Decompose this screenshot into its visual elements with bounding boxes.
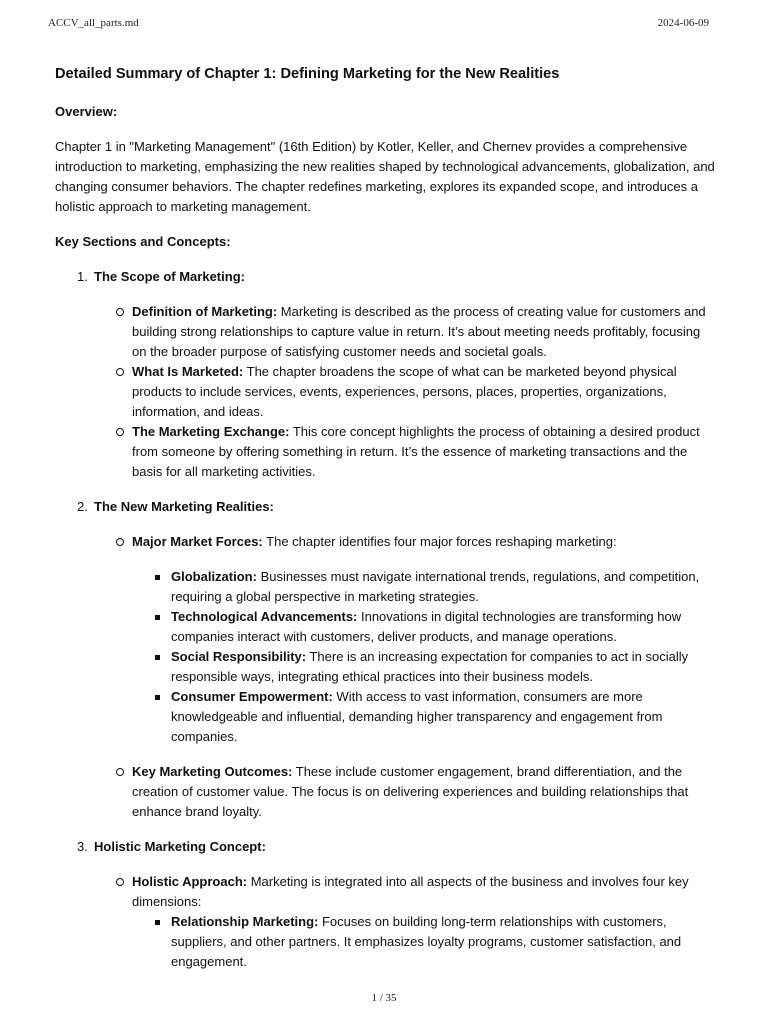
header-filename: ACCV_all_parts.md [48,17,139,29]
document-title: Detailed Summary of Chapter 1: Defining Marketing for the New Realities [55,66,560,82]
sub-bullet-item [132,567,717,607]
sub-bullet-item [132,912,717,972]
bullet-text: The chapter identifies four major forces reshaping marketing: [262,534,617,549]
section-item [55,267,717,482]
sub-bullet-item [132,687,717,747]
circle-bullet-icon [116,368,124,376]
bullet-term: Major Market Forces: [132,534,263,549]
bullet-term: Key Marketing Outcomes: [132,764,293,779]
sub-bullet-list [132,567,717,747]
document-body [55,63,717,987]
sub-bullet-text: With access to vast information, consumers are more knowledgeable and influential, demanding higher transparency and engagement from companies. [171,689,663,744]
bullet-text: The chapter broadens the scope of what can be marketed beyond physical products to include services, events, experiences, persons, places, properties, organizations, information, and ideas. [132,364,677,419]
bullet-item [94,532,717,747]
sub-bullet-term: Consumer Empowerment: [171,689,333,704]
circle-bullet-icon [116,428,124,436]
sub-bullet-term: Globalization: [171,569,257,584]
bullet-text: Marketing is described as the process of creating value for customers and building strong relationships to capture value in return. It’s about meeting needs profitably, focusing on the broader purpose of satisfying customer needs and societal goals. [132,304,706,359]
section-item [55,497,717,822]
sub-bullet-term: Relationship Marketing: [171,914,319,929]
overview-label: Overview: [55,104,118,119]
page-number: 1 / 35 [371,992,397,1004]
section-number: 1. [77,269,88,284]
header-date: 2024-06-09 [657,17,709,29]
section-item [55,837,717,972]
sub-bullet-term: Social Responsibility: [171,649,307,664]
sections-list [55,267,717,972]
bullet-text: Marketing is integrated into all aspects of the business and involves four key dimensions: [132,874,689,909]
circle-bullet-icon [116,768,124,776]
bullet-text: These include customer engagement, brand differentiation, and the creation of customer value. The focus is on delivering experiences and building relationships that enhance brand loyalty. [132,764,689,819]
sub-bullet-item [132,607,717,647]
section-number: 3. [77,839,88,854]
bullet-item [94,762,717,822]
bullet-list [94,532,717,822]
circle-bullet-icon [116,878,124,886]
sub-bullet-term: Technological Advancements: [171,609,358,624]
section-title: The New Marketing Realities: [94,499,274,514]
bullet-list [94,872,717,972]
square-bullet-icon [155,695,160,700]
bullet-item [94,302,717,362]
sub-bullet-list [132,912,717,972]
sub-bullet-item [132,647,717,687]
sub-bullet-text: Businesses must navigate international trends, regulations, and competition, requiring a global perspective in marketing strategies. [171,569,700,604]
bullet-term: Holistic Approach: [132,874,248,889]
section-number: 2. [77,499,88,514]
bullet-item [94,872,717,972]
section-title: Holistic Marketing Concept: [94,839,266,854]
bullet-item [94,362,717,422]
sub-bullet-text: Innovations in digital technologies are transforming how companies interact with customers, deliver products, and manage operations. [171,609,682,644]
sub-bullet-text: Focuses on building long-term relationships with customers, suppliers, and other partners. It emphasizes loyalty programs, customer satisfaction, and engagement. [171,914,682,969]
square-bullet-icon [155,575,160,580]
bullet-term: Definition of Marketing: [132,304,278,319]
bullet-term: The Marketing Exchange: [132,424,290,439]
circle-bullet-icon [116,538,124,546]
sub-bullet-text: There is an increasing expectation for companies to act in socially responsible ways, integrating ethical practices into their business models. [171,649,689,684]
square-bullet-icon [155,920,160,925]
square-bullet-icon [155,655,160,660]
bullet-term: What Is Marketed: [132,364,244,379]
key-sections-label: Key Sections and Concepts: [55,234,231,249]
bullet-text: This core concept highlights the process of obtaining a desired product from someone by offering something in return. It’s the essence of marketing transactions and the basis for all marketing activities. [132,424,700,479]
circle-bullet-icon [116,308,124,316]
overview-paragraph: Chapter 1 in "Marketing Management" (16th Edition) by Kotler, Keller, and Chernev provides a comprehensive introduction to marketing, emphasizing the new realities shaped by technological advancements, globalization, and changing consumer behaviors. The chapter redefines marketing, explores its expanded scope, and introduces a holistic approach to marketing management. [55,139,715,214]
square-bullet-icon [155,615,160,620]
section-title: The Scope of Marketing: [94,269,245,284]
bullet-list [94,302,717,482]
bullet-item [94,422,717,482]
